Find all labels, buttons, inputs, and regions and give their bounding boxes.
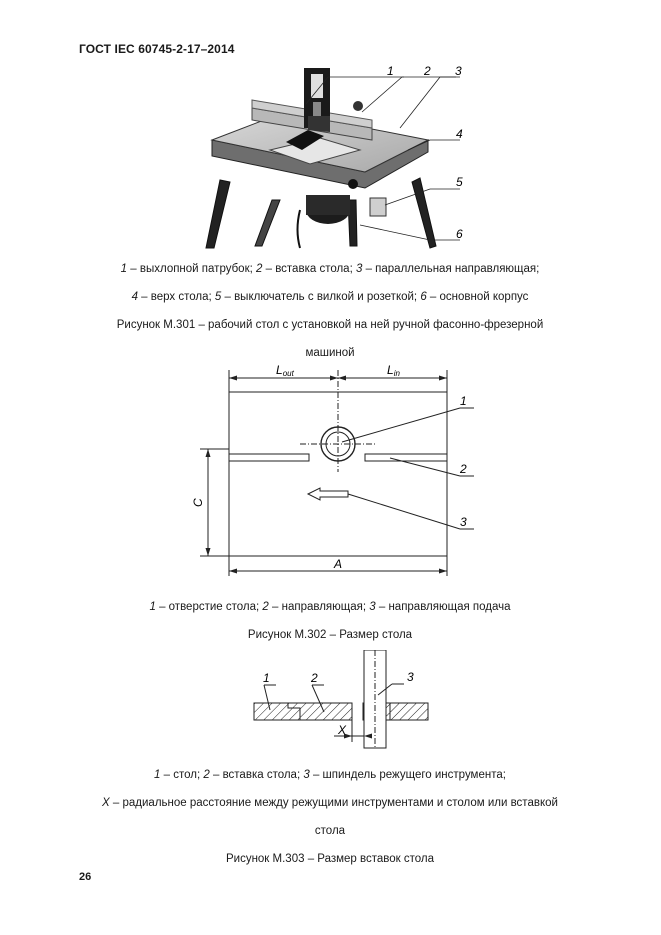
- callout-301-5: 5: [456, 175, 463, 189]
- figure-303-insert-section: [240, 650, 440, 750]
- figure-301-caption-cont: машиной: [305, 347, 355, 359]
- figure-303-legend-line-3: стола: [314, 825, 346, 837]
- figure-303-legend-line-2: X – радиальное расстояние между режущими инструментами и столом или вставкой: [102, 797, 558, 809]
- figure-303-legend-line-1: 1 – стол; 2 – вставка стола; 3 – шпиндель режущего инструмента;: [154, 769, 506, 781]
- right-guide-slot: [365, 454, 447, 461]
- figure-301-caption: Рисунок М.301 – рабочий стол с установкой на ней ручной фасонно-фрезерной: [116, 319, 544, 331]
- callout-302-3: 3: [460, 515, 467, 529]
- dim-l-in: Lin: [387, 363, 400, 378]
- dim-a: A: [334, 557, 343, 571]
- figure-302-table-dimensions: [190, 362, 480, 580]
- left-guide-slot: [229, 454, 309, 461]
- callout-301-4: 4: [456, 127, 463, 141]
- figure-301-legend-line-1: 1 – выхлопной патрубок; 2 – вставка стола; 3 – параллельная направляющая;: [120, 263, 540, 275]
- callout-301-6: 6: [456, 227, 463, 241]
- callout-302-1: 1: [460, 394, 467, 408]
- dim-c: C: [191, 498, 205, 507]
- figure-303-caption: Рисунок М.303 – Размер вставок стола: [225, 853, 435, 865]
- callout-301-3: 3: [455, 64, 462, 78]
- callout-301-1: 1: [387, 64, 394, 78]
- callout-302-2: 2: [460, 462, 467, 476]
- document-header: ГОСТ IEC 60745-2-17–2014: [79, 42, 235, 56]
- feed-direction-arrow: [308, 488, 348, 500]
- figure-301-legend-line-2: 4 – верх стола; 5 – выключатель с вилкой и розеткой; 6 – основной корпус: [131, 291, 529, 303]
- callout-303-2: 2: [311, 671, 318, 685]
- dim-l-out: Lout: [276, 363, 294, 378]
- page-number: 26: [79, 871, 92, 883]
- figure-301-callouts: [300, 60, 480, 250]
- figure-302-legend: 1 – отверстие стола; 2 – направляющая; 3 – направляющая подача: [149, 601, 511, 613]
- callout-303-3: 3: [407, 670, 414, 684]
- callout-303-1: 1: [263, 671, 270, 685]
- figure-302-caption: Рисунок М.302 – Размер стола: [247, 629, 413, 641]
- callout-301-2: 2: [424, 64, 431, 78]
- dim-x: X: [338, 723, 347, 737]
